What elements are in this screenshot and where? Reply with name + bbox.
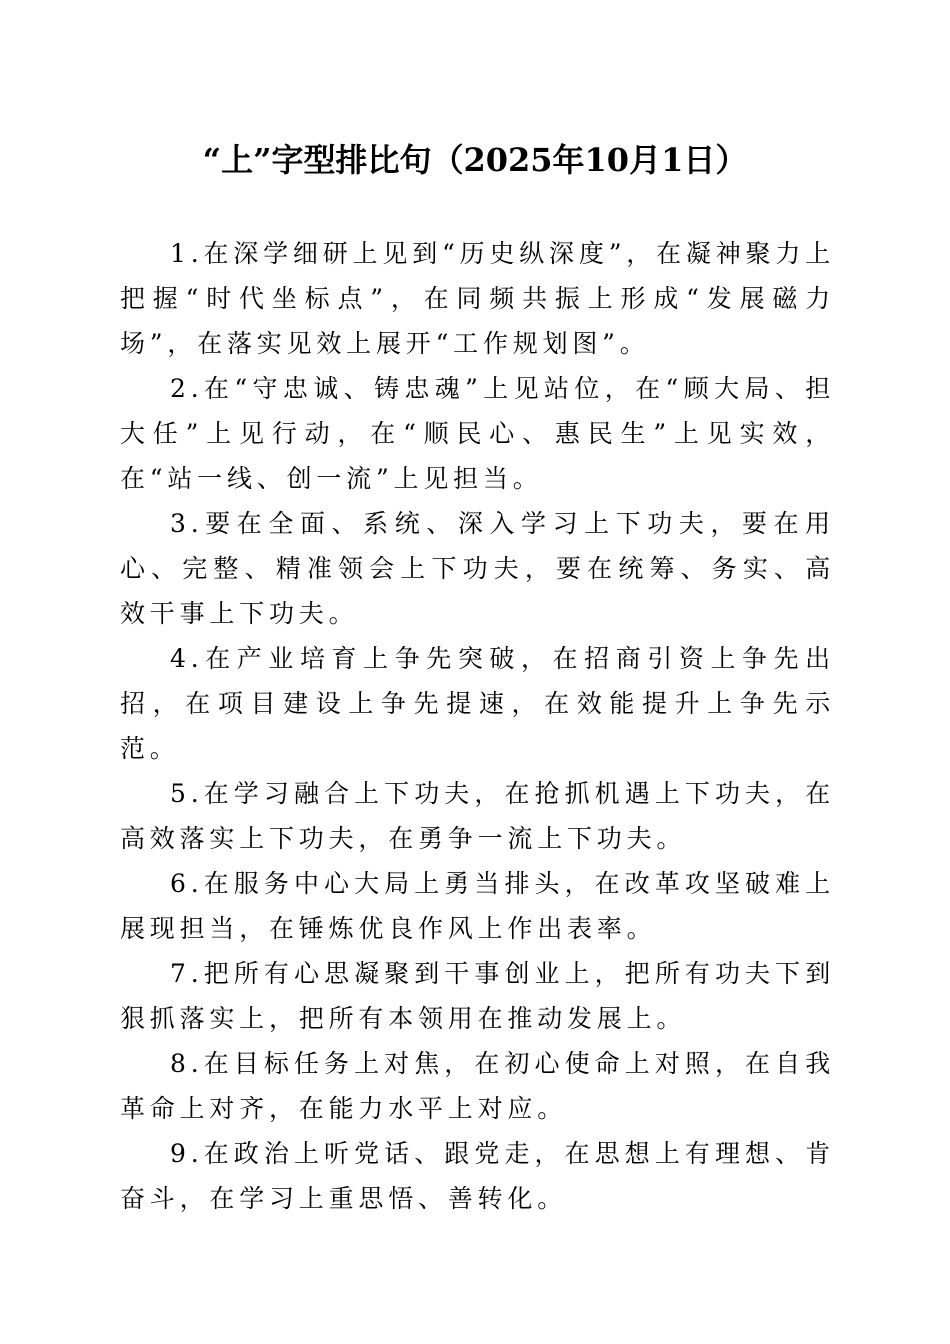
paragraph-8: 8.在目标任务上对焦，在初心使命上对照，在自我革命上对齐，在能力水平上对应。 bbox=[120, 1049, 835, 1123]
paragraph-9: 9.在政治上听党话、跟党走，在思想上有理想、肯奋斗，在学习上重思悟、善转化。 bbox=[120, 1139, 835, 1213]
paragraph-3: 3.要在全面、系统、深入学习上下功夫，要在用心、完整、精准领会上下功夫，要在统筹、务实、高效干事上下功夫。 bbox=[120, 509, 835, 628]
paragraph-5: 5.在学习融合上下功夫，在抢抓机遇上下功夫，在高效落实上下功夫，在勇争一流上下功夫。 bbox=[120, 779, 835, 853]
document-title: “上”字型排比句（2025年10月1日） bbox=[202, 141, 748, 179]
paragraph-2: 2.在“守忠诚、铸忠魂”上见站位，在“顾大局、担大任”上见行动，在“顺民心、惠民生”上见实效，在“站一线、创一流”上见担当。 bbox=[120, 374, 835, 493]
paragraph-6: 6.在服务中心大局上勇当排头，在改革攻坚破难上展现担当，在锤炼优良作风上作出表率。 bbox=[120, 869, 835, 943]
document-body bbox=[120, 231, 835, 1221]
paragraph-7: 7.把所有心思凝聚到干事创业上，把所有功夫下到狠抓落实上，把所有本领用在推动发展上。 bbox=[120, 959, 835, 1033]
paragraph-4: 4.在产业培育上争先突破，在招商引资上争先出招，在项目建设上争先提速，在效能提升上争先示范。 bbox=[120, 644, 835, 763]
paragraph-1: 1.在深学细研上见到“历史纵深度”，在凝神聚力上把握“时代坐标点”，在同频共振上形成“发展磁力场”，在落实见效上展开“工作规划图”。 bbox=[120, 239, 835, 358]
